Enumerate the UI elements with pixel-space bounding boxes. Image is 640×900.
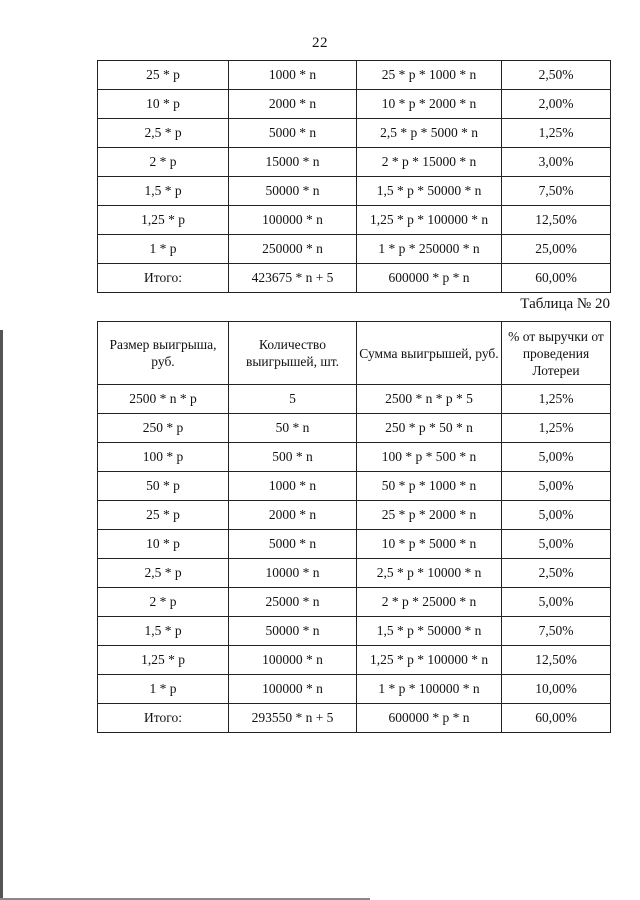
cell-prize-size: 2,5 * p — [98, 119, 229, 148]
cell-prize-count: 500 * n — [229, 443, 357, 472]
table-row — [98, 206, 611, 235]
cell-prize-size: 1 * p — [98, 675, 229, 704]
cell-prize-count: 293550 * n + 5 — [229, 704, 357, 733]
table-row — [98, 617, 611, 646]
cell-revenue-percent: 10,00% — [502, 675, 611, 704]
cell-prize-count: 10000 * n — [229, 559, 357, 588]
table-row — [98, 501, 611, 530]
table-row — [98, 443, 611, 472]
cell-prize-size: 1,25 * p — [98, 206, 229, 235]
cell-prize-size: 10 * p — [98, 530, 229, 559]
cell-prize-count: 50000 * n — [229, 617, 357, 646]
cell-revenue-percent: 2,50% — [502, 61, 611, 90]
prize-table-20 — [97, 321, 611, 733]
cell-revenue-percent: 7,50% — [502, 617, 611, 646]
table-row — [98, 235, 611, 264]
cell-revenue-percent: 5,00% — [502, 530, 611, 559]
cell-prize-size: 10 * p — [98, 90, 229, 119]
cell-prize-sum: 1,25 * p * 100000 * n — [357, 206, 502, 235]
table-row — [98, 264, 611, 293]
cell-prize-count: 423675 * n + 5 — [229, 264, 357, 293]
table-row — [98, 588, 611, 617]
cell-prize-sum: 50 * p * 1000 * n — [357, 472, 502, 501]
cell-prize-count: 2000 * n — [229, 501, 357, 530]
cell-prize-size: 2 * p — [98, 588, 229, 617]
scan-edge-line — [0, 330, 3, 900]
cell-prize-size: 100 * p — [98, 443, 229, 472]
cell-prize-sum: 25 * p * 2000 * n — [357, 501, 502, 530]
table-caption: Таблица № 20 — [520, 296, 610, 312]
cell-prize-count: 1000 * n — [229, 61, 357, 90]
cell-prize-count: 100000 * n — [229, 646, 357, 675]
cell-prize-sum: 1 * p * 250000 * n — [357, 235, 502, 264]
page-number: 22 — [312, 35, 328, 51]
table-row — [98, 704, 611, 733]
cell-prize-count: 5000 * n — [229, 530, 357, 559]
cell-prize-sum: 2,5 * p * 10000 * n — [357, 559, 502, 588]
cell-revenue-percent: 1,25% — [502, 414, 611, 443]
table-row — [98, 177, 611, 206]
cell-revenue-percent: 2,50% — [502, 559, 611, 588]
cell-prize-sum: 600000 * p * n — [357, 264, 502, 293]
cell-prize-count: 100000 * n — [229, 675, 357, 704]
cell-prize-size: 2,5 * p — [98, 559, 229, 588]
cell-prize-size: 25 * p — [98, 501, 229, 530]
cell-prize-sum: 2 * p * 15000 * n — [357, 148, 502, 177]
cell-prize-sum: 10 * p * 5000 * n — [357, 530, 502, 559]
cell-revenue-percent: 3,00% — [502, 148, 611, 177]
cell-prize-size: Итого: — [98, 704, 229, 733]
cell-prize-count: 50000 * n — [229, 177, 357, 206]
cell-revenue-percent: 12,50% — [502, 646, 611, 675]
table-row — [98, 90, 611, 119]
cell-revenue-percent: 2,00% — [502, 90, 611, 119]
cell-prize-size: Итого: — [98, 264, 229, 293]
cell-prize-count: 25000 * n — [229, 588, 357, 617]
cell-prize-sum: 10 * p * 2000 * n — [357, 90, 502, 119]
cell-prize-count: 5 — [229, 385, 357, 414]
table-row — [98, 385, 611, 414]
cell-prize-count: 2000 * n — [229, 90, 357, 119]
table-row — [98, 559, 611, 588]
cell-revenue-percent: 5,00% — [502, 588, 611, 617]
cell-prize-sum: 2500 * n * p * 5 — [357, 385, 502, 414]
cell-prize-sum: 250 * p * 50 * n — [357, 414, 502, 443]
cell-prize-sum: 1 * p * 100000 * n — [357, 675, 502, 704]
cell-prize-count: 50 * n — [229, 414, 357, 443]
cell-prize-sum: 100 * p * 500 * n — [357, 443, 502, 472]
cell-prize-count: 100000 * n — [229, 206, 357, 235]
cell-prize-count: 1000 * n — [229, 472, 357, 501]
cell-prize-size: 250 * p — [98, 414, 229, 443]
cell-prize-size: 2 * p — [98, 148, 229, 177]
prize-table-continued-body — [98, 61, 611, 293]
table-row — [98, 119, 611, 148]
cell-prize-size: 25 * p — [98, 61, 229, 90]
cell-revenue-percent: 25,00% — [502, 235, 611, 264]
table-row — [98, 530, 611, 559]
cell-prize-size: 1 * p — [98, 235, 229, 264]
cell-prize-sum: 600000 * p * n — [357, 704, 502, 733]
cell-revenue-percent: 7,50% — [502, 177, 611, 206]
cell-prize-count: 5000 * n — [229, 119, 357, 148]
cell-prize-size: 50 * p — [98, 472, 229, 501]
cell-prize-size: 1,25 * p — [98, 646, 229, 675]
cell-prize-count: 250000 * n — [229, 235, 357, 264]
cell-revenue-percent: 60,00% — [502, 704, 611, 733]
table-row — [98, 148, 611, 177]
table-row — [98, 675, 611, 704]
table-row — [98, 472, 611, 501]
table-row — [98, 646, 611, 675]
cell-revenue-percent: 60,00% — [502, 264, 611, 293]
table-row — [98, 414, 611, 443]
cell-revenue-percent: 1,25% — [502, 119, 611, 148]
header-revenue-percent: % от выручки от проведения Лотереи — [502, 322, 611, 385]
cell-prize-sum: 1,25 * p * 100000 * n — [357, 646, 502, 675]
cell-revenue-percent: 12,50% — [502, 206, 611, 235]
cell-revenue-percent: 5,00% — [502, 472, 611, 501]
cell-prize-sum: 2,5 * p * 5000 * n — [357, 119, 502, 148]
header-prize-sum: Сумма выигрышей, руб. — [357, 322, 502, 385]
cell-prize-count: 15000 * n — [229, 148, 357, 177]
header-prize-size: Размер выигрыша, руб. — [98, 322, 229, 385]
cell-prize-sum: 1,5 * p * 50000 * n — [357, 177, 502, 206]
cell-prize-size: 1,5 * p — [98, 177, 229, 206]
cell-prize-sum: 25 * p * 1000 * n — [357, 61, 502, 90]
cell-revenue-percent: 1,25% — [502, 385, 611, 414]
cell-prize-size: 1,5 * p — [98, 617, 229, 646]
cell-revenue-percent: 5,00% — [502, 443, 611, 472]
cell-revenue-percent: 5,00% — [502, 501, 611, 530]
table-row — [98, 61, 611, 90]
prize-table-continued — [97, 60, 611, 293]
header-prize-count: Количество выигрышей, шт. — [229, 322, 357, 385]
cell-prize-sum: 1,5 * p * 50000 * n — [357, 617, 502, 646]
cell-prize-size: 2500 * n * p — [98, 385, 229, 414]
prize-table-20-body — [98, 385, 611, 733]
table-header-row — [98, 322, 611, 385]
cell-prize-sum: 2 * p * 25000 * n — [357, 588, 502, 617]
